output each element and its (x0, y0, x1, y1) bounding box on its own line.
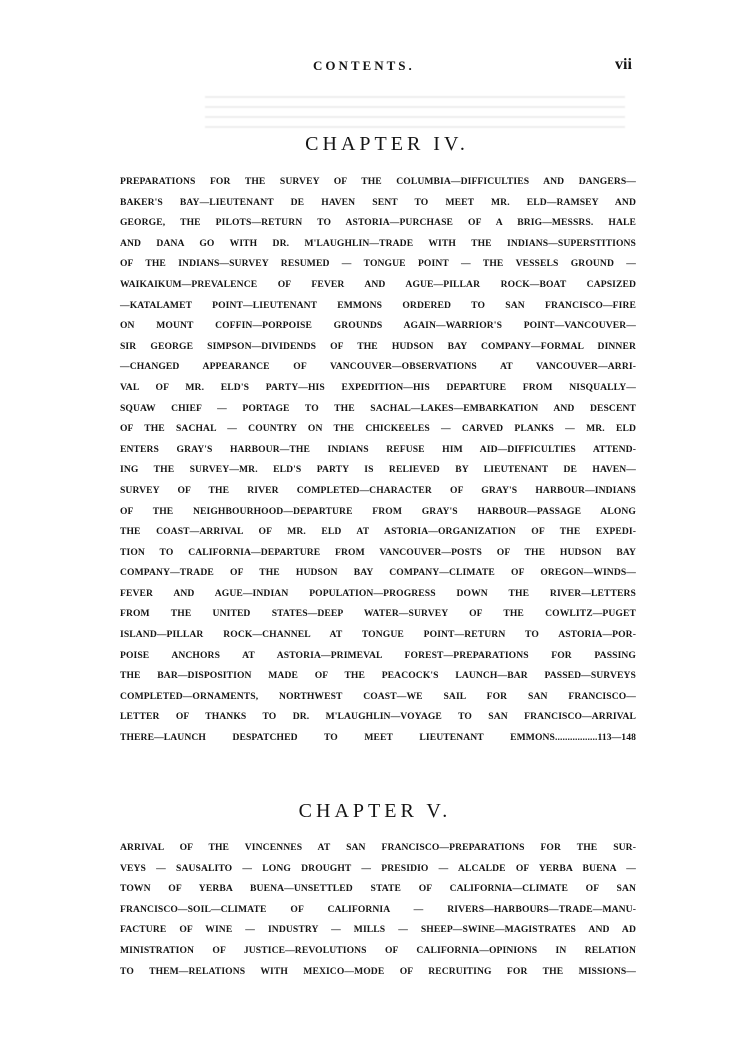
summary-line: LETTER OF THANKS TO DR. M'LAUGHLIN—VOYAGE TO SAN FRANCISCO—ARRIVAL (120, 711, 636, 723)
summary-line: TO THEM—RELATIONS WITH MEXICO—MODE OF RECRUITING FOR THE MISSIONS— (120, 965, 636, 977)
summary-line: POISE ANCHORS AT ASTORIA—PRIMEVAL FOREST—PREPARATIONS FOR PASSING (120, 649, 636, 661)
summary-line: MINISTRATION OF JUSTICE—REVOLUTIONS OF CALIFORNIA—OPINIONS IN RELATION (120, 944, 636, 956)
summary-line: BAKER'S BAY—LIEUTENANT DE HAVEN SENT TO MEET MR. ELD—RAMSEY AND (120, 196, 636, 208)
summary-line: SIR GEORGE SIMPSON—DIVIDENDS OF THE HUDSON BAY COMPANY—FORMAL DINNER (120, 340, 636, 352)
summary-line: TION TO CALIFORNIA—DEPARTURE FROM VANCOUVER—POSTS OF THE HUDSON BAY (120, 546, 636, 558)
summary-line: FROM THE UNITED STATES—DEEP WATER—SURVEY OF THE COWLITZ—PUGET (120, 608, 636, 620)
show-through-text (205, 96, 625, 130)
summary-line: THERE—LAUNCH DESPATCHED TO MEET LIEUTENANT EMMONS.................113—148 (120, 732, 636, 744)
summary-line: —KATALAMET POINT—LIEUTENANT EMMONS ORDERED TO SAN FRANCISCO—FIRE (120, 299, 636, 311)
summary-line: COMPANY—TRADE OF THE HUDSON BAY COMPANY—CLIMATE OF OREGON—WINDS— (120, 567, 636, 579)
summary-line: GEORGE, THE PILOTS—RETURN TO ASTORIA—PURCHASE OF A BRIG—MESSRS. HALE (120, 217, 636, 229)
page-number: vii (615, 56, 632, 73)
summary-line: OF THE NEIGHBOURHOOD—DEPARTURE FROM GRAY'S HARBOUR—PASSAGE ALONG (120, 505, 636, 517)
summary-line: TOWN OF YERBA BUENA—UNSETTLED STATE OF CALIFORNIA—CLIMATE OF SAN (120, 883, 636, 895)
summary-line: ENTERS GRAY'S HARBOUR—THE INDIANS REFUSE HIM AID—DIFFICULTIES ATTEND- (120, 443, 636, 455)
summary-line: VAL OF MR. ELD'S PARTY—HIS EXPEDITION—HIS DEPARTURE FROM NISQUALLY— (120, 381, 636, 393)
summary-line: VEYS — SAUSALITO — LONG DROUGHT — PRESIDIO — ALCALDE OF YERBA BUENA — (120, 862, 636, 874)
summary-line: WAIKAIKUM—PREVALENCE OF FEVER AND AGUE—PILLAR ROCK—BOAT CAPSIZED (120, 278, 636, 290)
summary-line: AND DANA GO WITH DR. M'LAUGHLIN—TRADE WITH THE INDIANS—SUPERSTITIONS (120, 237, 636, 249)
summary-line: ING THE SURVEY—MR. ELD'S PARTY IS RELIEVED BY LIEUTENANT DE HAVEN— (120, 464, 636, 476)
summary-line: —CHANGED APPEARANCE OF VANCOUVER—OBSERVATIONS AT VANCOUVER—ARRI- (120, 361, 636, 373)
summary-line: COMPLETED—ORNAMENTS, NORTHWEST COAST—WE SAIL FOR SAN FRANCISCO— (120, 690, 636, 702)
summary-line: FRANCISCO—SOIL—CLIMATE OF CALIFORNIA — RIVERS—HARBOURS—TRADE—MANU- (120, 903, 636, 915)
summary-line: SURVEY OF THE RIVER COMPLETED—CHARACTER OF GRAY'S HARBOUR—INDIANS (120, 484, 636, 496)
summary-line: FACTURE OF WINE — INDUSTRY — MILLS — SHEEP—SWINE—MAGISTRATES AND AD (120, 924, 636, 936)
chapter-heading: CHAPTER IV. (305, 133, 469, 155)
summary-line: PREPARATIONS FOR THE SURVEY OF THE COLUMBIA—DIFFICULTIES AND DANGERS— (120, 176, 636, 187)
summary-line: ISLAND—PILLAR ROCK—CHANNEL AT TONGUE POINT—RETURN TO ASTORIA—POR- (120, 629, 636, 641)
chapter-summary (120, 172, 636, 749)
chapter-heading: CHAPTER V. (298, 800, 452, 822)
summary-line: FEVER AND AGUE—INDIAN POPULATION—PROGRESS DOWN THE RIVER—LETTERS (120, 587, 636, 599)
summary-line: THE BAR—DISPOSITION MADE OF THE PEACOCK'S LAUNCH—BAR PASSED—SURVEYS (120, 670, 636, 682)
running-head-title: CONTENTS. (313, 58, 415, 73)
summary-line: ON MOUNT COFFIN—PORPOISE GROUNDS AGAIN—WARRIOR'S POINT—VANCOUVER— (120, 320, 636, 332)
chapter-summary (120, 838, 636, 982)
summary-line: SQUAW CHIEF — PORTAGE TO THE SACHAL—LAKES—EMBARKATION AND DESCENT (120, 402, 636, 414)
summary-line: OF THE INDIANS—SURVEY RESUMED — TONGUE POINT — THE VESSELS GROUND — (120, 258, 636, 270)
summary-line: THE COAST—ARRIVAL OF MR. ELD AT ASTORIA—ORGANIZATION OF THE EXPEDI- (120, 526, 636, 538)
summary-line: ARRIVAL OF THE VINCENNES AT SAN FRANCISCO—PREPARATIONS FOR THE SUR- (120, 842, 636, 853)
summary-line: OF THE SACHAL — COUNTRY ON THE CHICKEELES — CARVED PLANKS — MR. ELD (120, 423, 636, 435)
